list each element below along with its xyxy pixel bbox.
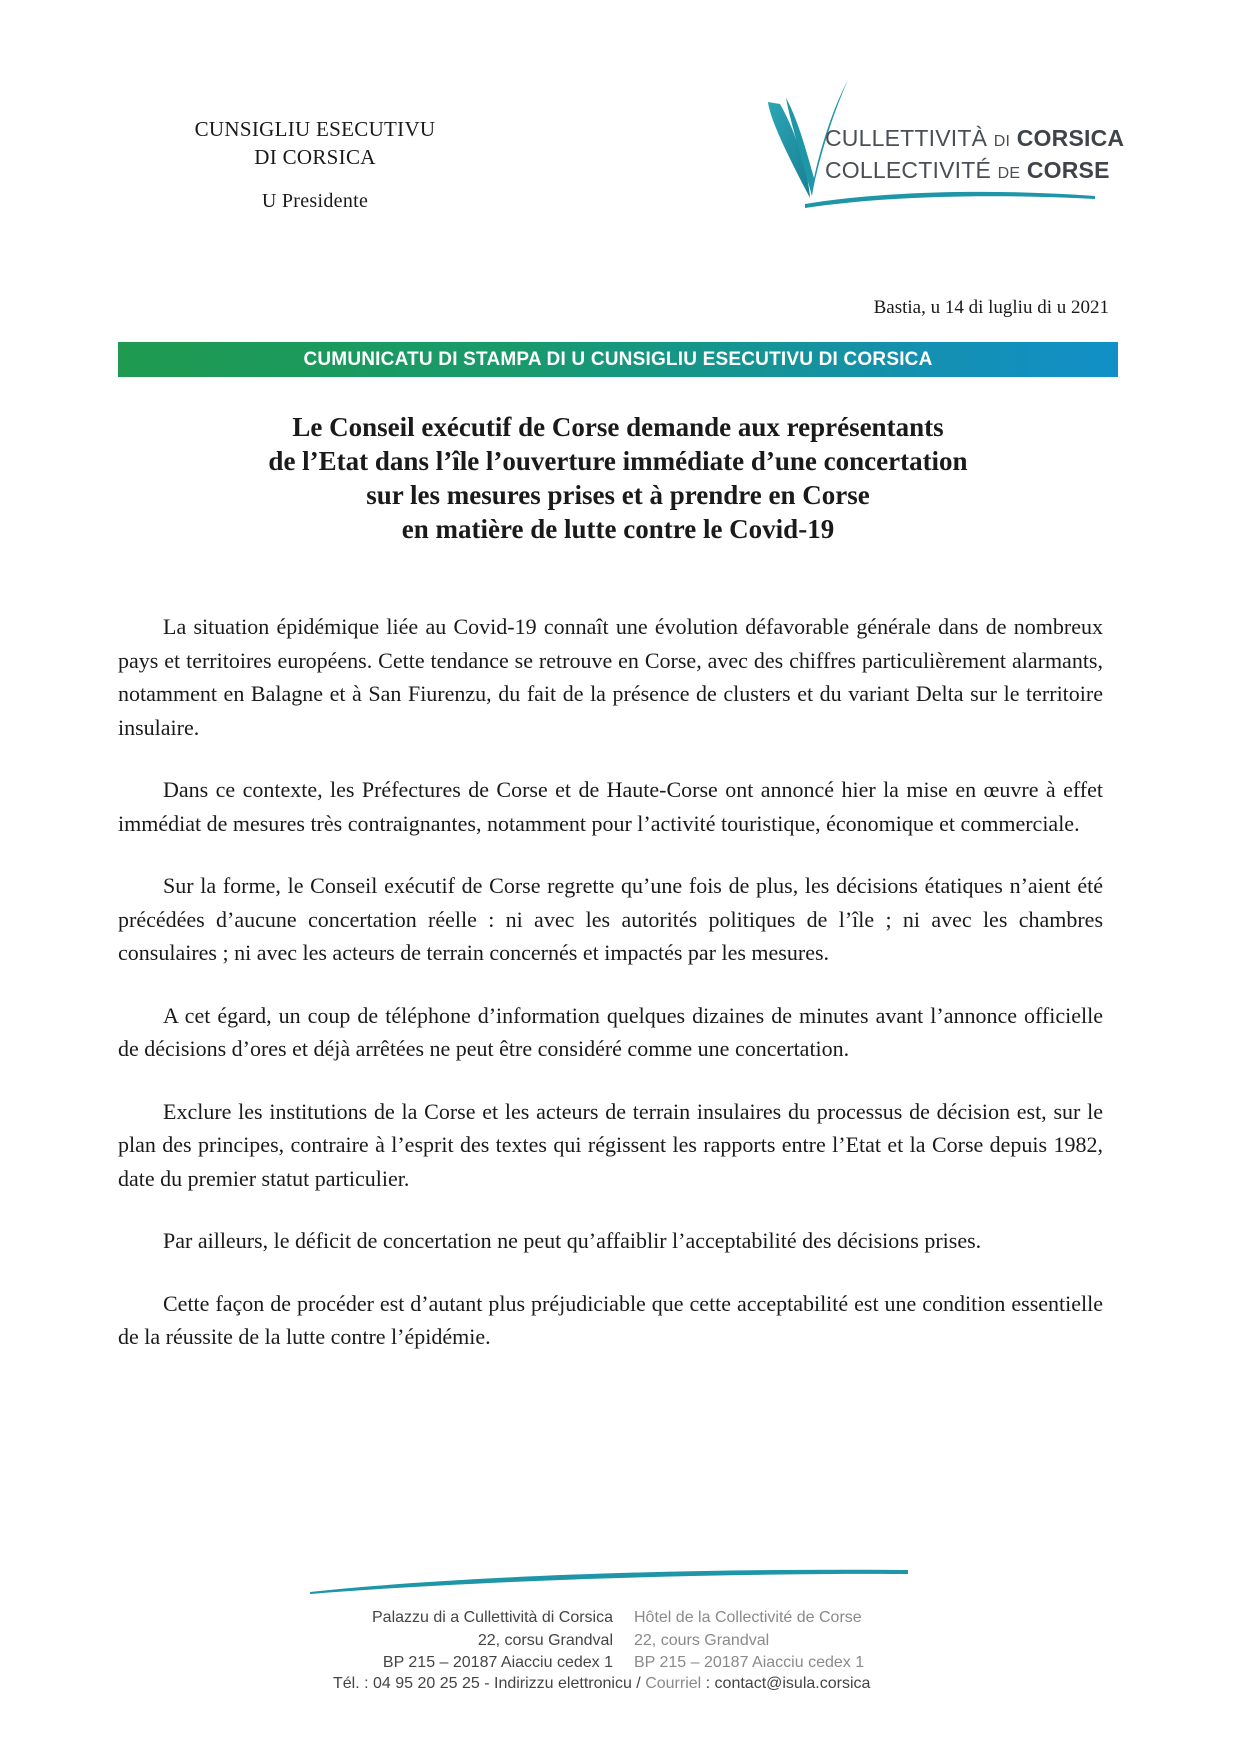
document-body xyxy=(118,610,1103,1383)
footer-address-corsican: Palazzu di a Cullettività di Corsica 22, corsu Grandval BP 215 – 20187 Aiacciu cedex 1 xyxy=(372,1609,613,1671)
footer-phone: Tél. : 04 95 20 25 25 xyxy=(333,1675,480,1692)
press-release-banner: CUMUNICATU DI STAMPA DI U CUNSIGLIU ESECUTIVU DI CORSICA xyxy=(118,342,1118,377)
collectivite-logo xyxy=(760,80,1125,210)
footer-swoosh-icon xyxy=(310,1560,910,1600)
body-paragraph: Par ailleurs, le déficit de concertation ne peut qu’affaiblir l’acceptabilité des décisions prises. xyxy=(163,1228,982,1253)
issuer-role: U Presidente xyxy=(261,190,369,212)
body-paragraph: Exclure les institutions de la Corse et les acteurs de terrain insulaires du processus de décision est, sur le plan des principes, contraire à l’esprit des textes qui régissent les rapports entre l’Etat et la Corse depuis 1982, date du premier statut particulier. xyxy=(118,1098,1103,1191)
footer-address-french: Hôtel de la Collectivité de Corse 22, cours Grandval BP 215 – 20187 Aiacciu cedex 1 xyxy=(634,1609,865,1671)
body-paragraph: Cette façon de procéder est d’autant plus préjudiciable que cette acceptabilité est une condition essentielle de la réussite de la lutte contre l’épidémie. xyxy=(118,1290,1103,1349)
title-line: de l’Etat dans l’île l’ouverture immédiate d’une concertation xyxy=(268,446,968,476)
document-title xyxy=(118,410,1118,546)
body-paragraph: Dans ce contexte, les Préfectures de Corse et de Haute-Corse ont annoncé hier la mise en œuvre à effet immédiat de mesures très contraignantes, notamment pour l’activité touristique, économique et commerciale. xyxy=(118,777,1103,836)
logo-wordmark: CULLETTIVITÀ DI CORSICA COLLECTIVITÉ DE CORSE xyxy=(825,125,1125,183)
footer-email-link[interactable]: contact@isula.corsica xyxy=(714,1675,871,1692)
title-line: sur les mesures prises et à prendre en Corse xyxy=(366,480,870,510)
body-paragraph: Sur la forme, le Conseil exécutif de Corse regrette qu’une fois de plus, les décisions étatiques n’aient été précédées d’aucune concertation réelle : ni avec les autorités politiques de l’île ; ni avec les chambres consulaires ; ni avec les acteurs de terrain concernés et impactés par les mesures. xyxy=(118,873,1103,965)
title-line: en matière de lutte contre le Covid-19 xyxy=(401,514,835,544)
title-line: Le Conseil exécutif de Corse demande aux représentants xyxy=(292,412,944,442)
issuer-line-1: CUNSIGLIU ESECUTIVU xyxy=(194,117,436,141)
issuer-block xyxy=(150,115,480,215)
footer-contact: Tél. : 04 95 20 25 25 - Indirizzu elettronicu / Courriel : contact@isula.corsica xyxy=(333,1675,871,1692)
issuer-line-2: DI CORSICA xyxy=(254,145,376,169)
body-paragraph: A cet égard, un coup de téléphone d’information quelques dizaines de minutes avant l’annonce officielle de décisions d’ores et déjà arrêtées ne peut être considéré comme une concertation. xyxy=(118,1002,1103,1061)
footer-swoosh xyxy=(310,1560,910,1600)
body-paragraph: La situation épidémique liée au Covid-19 connaît une évolution défavorable générale dans de nombreux pays et territoires européens. Cette tendance se retrouve en Corse, avec des chiffres particulièrement alarmants, notamment en Balagne et à San Fiurenzu, du fait de la présence de clusters et du variant Delta sur le territoire insulaire. xyxy=(118,614,1103,740)
document-date: Bastia, u 14 di lugliu di u 2021 xyxy=(873,297,1109,318)
